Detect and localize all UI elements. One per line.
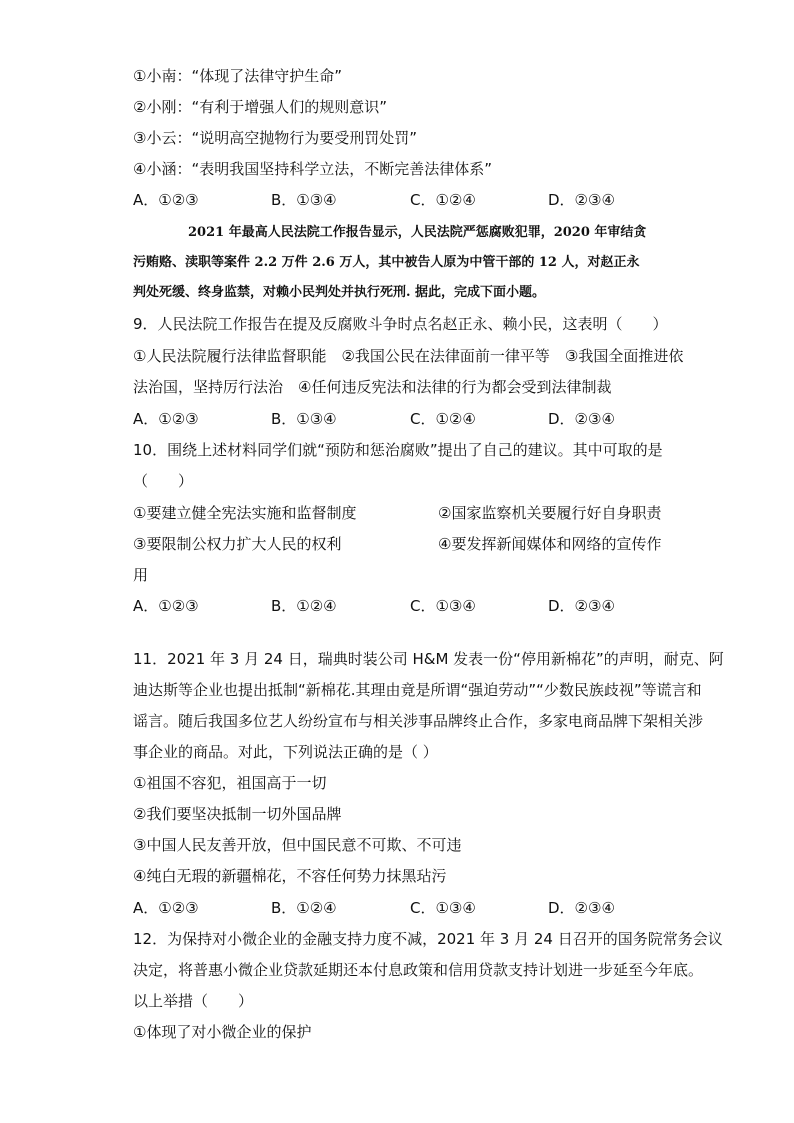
q8-option-b[interactable]: B．①③④ bbox=[271, 191, 337, 209]
q11-stem-line-4: 事企业的商品。对此，下列说法正确的是（ ） bbox=[133, 743, 438, 761]
q9-option-a[interactable]: A．①②③ bbox=[133, 410, 199, 428]
q11-option-a[interactable]: A．①②③ bbox=[133, 899, 199, 917]
q12-stem-line-2: 决定，将普惠小微企业贷款延期还本付息政策和信用贷款支持计划进一步延至今年底。 bbox=[133, 961, 704, 979]
q9-option-b[interactable]: B．①③④ bbox=[271, 410, 337, 428]
q11-option-b[interactable]: B．①②④ bbox=[271, 899, 337, 917]
material-line-2: 污贿赂、渎职等案件 2.2 万件 2.6 万人，其中被告人原为中管干部的 12 人，对赵正永 bbox=[133, 255, 640, 270]
q12-stem-line-1: 12．为保持对小微企业的金融支持力度不减，2021 年 3 月 24 日召开的国务院常务会议 bbox=[133, 930, 723, 948]
q10-item-4-wrap: 用 bbox=[133, 566, 149, 584]
q10-option-c[interactable]: C．①③④ bbox=[410, 597, 476, 615]
q9-items-line-2: 法治国，坚持厉行法治 ④任何违反宪法和法律的行为都会受到法律制裁 bbox=[133, 378, 612, 396]
q12-item-1: ①体现了对小微企业的保护 bbox=[133, 1023, 312, 1041]
q8-item-2: ②小刚：“有利于增强人们的规则意识” bbox=[133, 98, 387, 116]
q10-item-2: ②国家监察机关要履行好自身职责 bbox=[438, 504, 662, 522]
q10-item-4: ④要发挥新闻媒体和网络的宣传作 bbox=[438, 535, 662, 553]
q8-option-d[interactable]: D．②③④ bbox=[548, 191, 615, 209]
q11-stem-line-2: 迪达斯等企业也提出抵制“新棉花.其理由竟是所谓“强迫劳动”“少数民族歧视”等谎言和 bbox=[133, 681, 702, 699]
q10-item-3: ③要限制公权力扩大人民的权利 bbox=[133, 535, 342, 553]
material-line-3: 判处死缓、终身监禁，对赖小民判处并执行死刑. 据此，完成下面小题。 bbox=[133, 285, 546, 300]
q8-item-1: ①小南：“体现了法律守护生命” bbox=[133, 67, 342, 85]
q10-stem-line-1: 10．围绕上述材料同学们就“预防和惩治腐败”提出了自己的建议。其中可取的是 bbox=[133, 441, 663, 459]
q11-item-1: ①祖国不容犯，祖国高于一切 bbox=[133, 774, 327, 792]
q11-stem-line-1: 11．2021 年 3 月 24 日，瑞典时装公司 H&M 发表一份“停用新棉花”的声明，耐克、阿 bbox=[133, 650, 724, 668]
q11-stem-line-3: 谣言。随后我国多位艺人纷纷宣布与相关涉事品牌终止合作，多家电商品牌下架相关涉 bbox=[133, 712, 704, 730]
q11-item-2: ②我们要坚决抵制一切外国品牌 bbox=[133, 805, 342, 823]
q9-option-c[interactable]: C．①②④ bbox=[410, 410, 476, 428]
q9-option-d[interactable]: D．②③④ bbox=[548, 410, 615, 428]
q9-stem: 9．人民法院工作报告在提及反腐败斗争时点名赵正永、赖小民，这表明（ ） bbox=[133, 315, 668, 333]
q10-option-a[interactable]: A．①②③ bbox=[133, 597, 199, 615]
q8-item-3: ③小云：“说明高空抛物行为要受刑罚处罚” bbox=[133, 129, 417, 147]
q9-items-line-1: ①人民法院履行法律监督职能 ②我国公民在法律面前一律平等 ③我国全面推进依 bbox=[133, 347, 684, 365]
q10-item-1: ①要建立健全宪法实施和监督制度 bbox=[133, 504, 357, 522]
q10-stem-line-2: （ ） bbox=[133, 472, 194, 490]
q8-option-a[interactable]: A．①②③ bbox=[133, 191, 199, 209]
q8-item-4: ④小涵：“表明我国坚持科学立法，不断完善法律体系” bbox=[133, 160, 492, 178]
q11-item-3: ③中国人民友善开放，但中国民意不可欺、不可违 bbox=[133, 836, 462, 854]
material-line-1: 2021 年最高人民法院工作报告显示，人民法院严惩腐败犯罪，2020 年审结贪 bbox=[188, 225, 647, 240]
q11-option-c[interactable]: C．①③④ bbox=[410, 899, 476, 917]
q12-stem-line-3: 以上举措（ ） bbox=[133, 992, 254, 1010]
q8-option-c[interactable]: C．①②④ bbox=[410, 191, 476, 209]
q11-option-d[interactable]: D．②③④ bbox=[548, 899, 615, 917]
q10-option-d[interactable]: D．②③④ bbox=[548, 597, 615, 615]
q10-option-b[interactable]: B．①②④ bbox=[271, 597, 337, 615]
q11-item-4: ④纯白无瑕的新疆棉花，不容任何势力抹黑玷污 bbox=[133, 867, 447, 885]
